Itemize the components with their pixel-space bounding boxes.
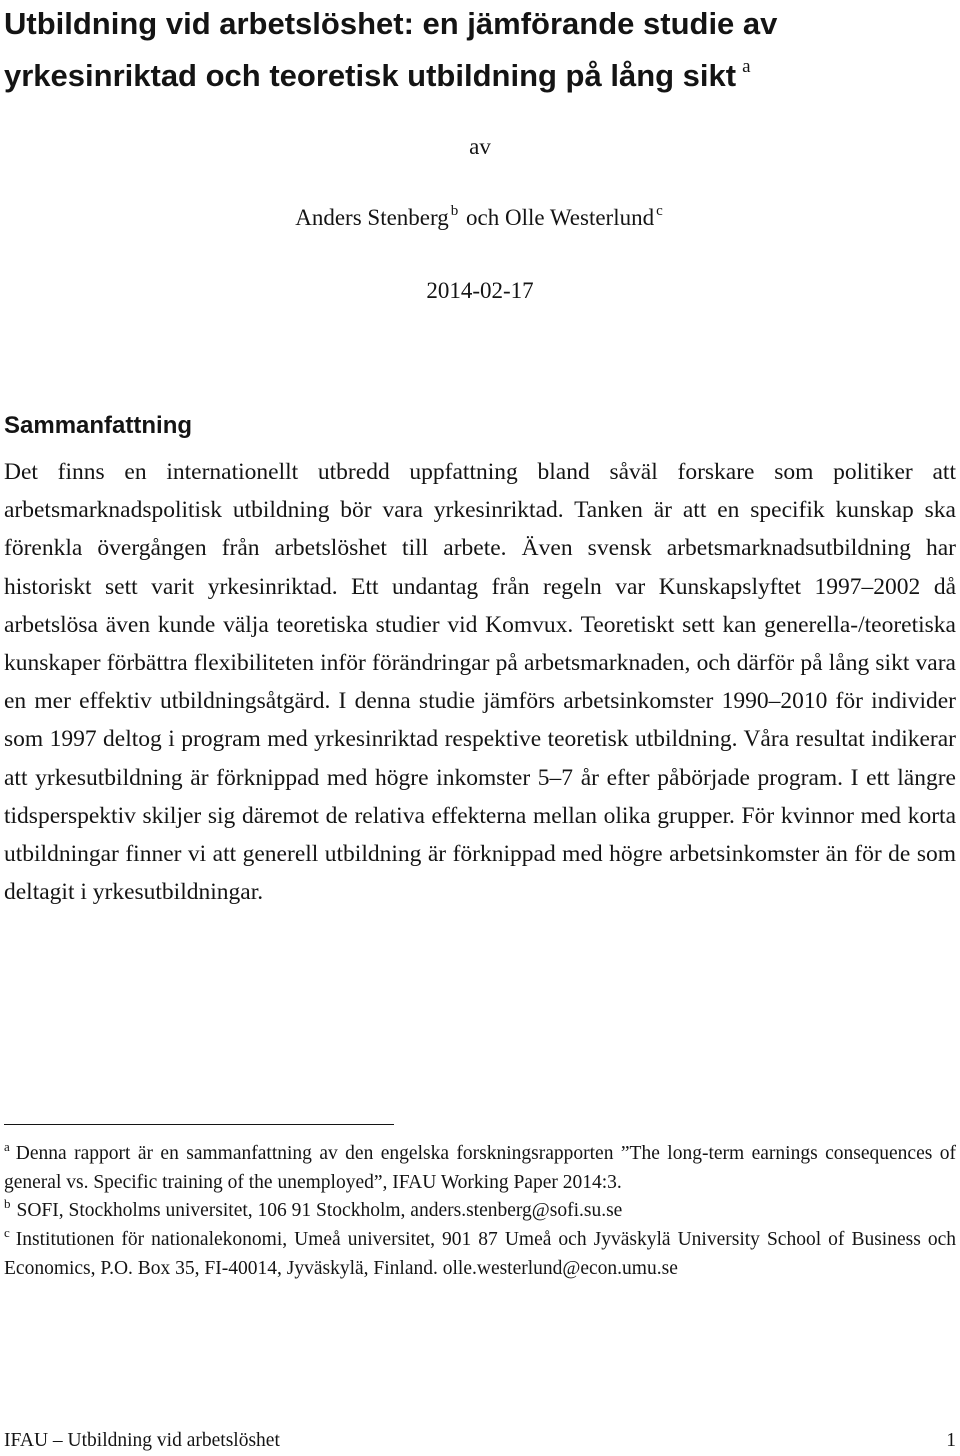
author-footnote-mark: c [656, 203, 663, 219]
footnote-c [4, 1226, 956, 1283]
by-line-text: av [469, 134, 491, 159]
document-title [4, 0, 956, 107]
footnote-separator [4, 1124, 394, 1125]
footnote-mark: c [4, 1225, 10, 1240]
footnote-b [4, 1197, 956, 1226]
footnote-text: Denna rapport är en sammanfattning av den engelska forskningsrapporten ”The long-term earnings consequences of general vs. Specific training of the unemployed”, IFAU Working Paper 2014:3. [4, 1143, 956, 1193]
abstract-body: Det finns en internationellt utbredd uppfattning bland såväl forskare som politiker att arbetsmarknadspolitisk utbildning bör vara yrkesinriktad. Tanken är att en specifik kunskap ska förenkla övergången från arbetslöshet till arbete. Även svensk arbetsmarknadsutbildning har historiskt sett varit yrkesinriktad. Ett undantag från regeln var Kunskapslyftet 1997–2002 då arbetslösa även kunde välja teoretiska studier vid Komvux. Teoretiskt sett kan generella-/teoretiska kunskaper förbättra flexibiliteten inför förändringar på arbetsmarknaden, och därför på lång sikt vara en mer effektiv utbildningsåtgärd. I denna studie jämförs arbetsinkomster 1990–2010 för individer som 1997 deltog i program med yrkesinriktad respektive teoretisk utbildning. Våra resultat indikerar att yrkesutbildning är förknippad med högre inkomster 5–7 år efter påbörjade program. I ett längre tidsperspektiv skiljer sig däremot de relativa effekterna mellan olika grupper. För kvinnor med korta utbildningar finner vi att generell utbildning är förknippad med högre arbetsinkomster än för de som deltagit i yrkesutbildningar. [4, 459, 956, 906]
author-footnote-mark: b [450, 203, 459, 219]
footnotes [4, 1140, 956, 1283]
publication-date-text: 2014-02-17 [426, 278, 534, 303]
footnote-text: Institutionen för nationalekonomi, Umeå universitet, 901 87 Umeå och Jyväskylä University School of Business och Economics, P.O. Box 35, FI-40014, Jyväskylä, Finland. olle.westerlund@econ.umu.se [4, 1229, 956, 1279]
running-title: IFAU – Utbildning vid arbetslöshet [4, 1430, 280, 1451]
author-conjunction: och [466, 205, 500, 230]
abstract-heading: Sammanfattning [4, 412, 193, 439]
publication-date [0, 276, 960, 306]
footnote-mark: b [4, 1196, 11, 1211]
author-name: Olle Westerlund [504, 205, 655, 230]
author-line [0, 203, 960, 236]
title-footnote-mark: a [742, 56, 751, 77]
author-name: Anders Stenberg [295, 205, 449, 230]
document-title-text: Utbildning vid arbetslöshet: en jämförande studie av yrkesinriktad och teoretisk utbildning på lång sikt [4, 6, 778, 93]
by-line [0, 132, 960, 162]
page-number: 1 [946, 1430, 956, 1451]
footnote-text: SOFI, Stockholms universitet, 106 91 Stockholm, anders.stenberg@sofi.su.se [16, 1200, 623, 1221]
footnote-a [4, 1140, 956, 1197]
page-footer [4, 1426, 956, 1456]
footnote-mark: a [4, 1139, 10, 1154]
